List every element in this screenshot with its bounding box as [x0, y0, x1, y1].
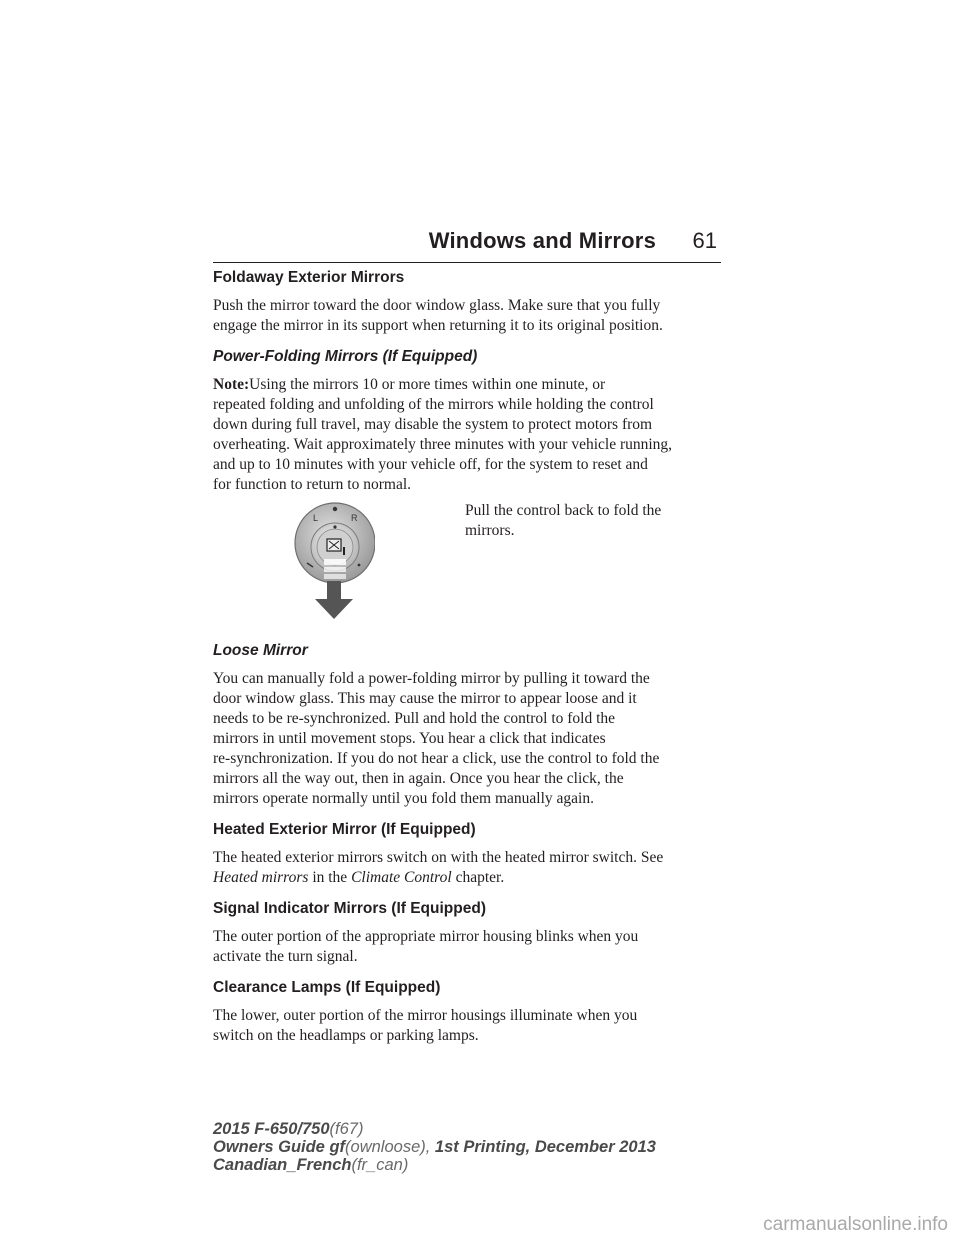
heading-signal-indicator: Signal Indicator Mirrors (If Equipped): [213, 900, 486, 917]
note-paragraph: Note:Using the mirrors 10 or more times within one minute, or repeated folding and unfolding of the mirrors while holding the control down during full travel, may disable the system to protect motors from overheating. Wait approximately three minutes with your vehicle running, and up to 10 minutes with your vehicle off, for the system to reset and for function to return to normal.: [213, 376, 673, 493]
chapter-title: Windows and Mirrors: [428, 228, 656, 253]
right-label: R: [351, 513, 358, 523]
heading-loose-mirror: Loose Mirror: [213, 642, 308, 659]
note-label: Note:: [213, 376, 250, 393]
heading-power-folding: Power-Folding Mirrors (If Equipped): [213, 348, 478, 365]
footer-guide-code: (ownloose),: [345, 1138, 431, 1156]
footer-model: 2015 F-650/750: [213, 1120, 330, 1138]
heading-foldaway: Foldaway Exterior Mirrors: [213, 269, 405, 286]
footer-printing: 1st Printing, December 2013: [430, 1138, 656, 1156]
heading-clearance-lamps: Clearance Lamps (If Equipped): [213, 979, 441, 996]
page-header: [213, 228, 721, 263]
left-label: L: [313, 513, 319, 523]
ref-climate-control: Climate Control: [351, 869, 452, 886]
paragraph-clearance-lamps: The lower, outer portion of the mirror housings illuminate when you switch on the headlamps or parking lamps.: [213, 1007, 638, 1044]
footer-language-code: (fr_can): [351, 1156, 409, 1174]
footer-language: Canadian_French: [213, 1156, 352, 1174]
paragraph-signal-indicator: The outer portion of the appropriate mirror housing blinks when you activate the turn signal.: [213, 928, 639, 965]
mirror-control-illustration: [293, 501, 375, 633]
ref-heated-mirrors: Heated mirrors: [213, 869, 309, 886]
figure-caption: Pull the control back to fold the mirrors.: [465, 502, 662, 539]
page-content: [213, 268, 723, 1046]
paragraph-heated-mirror: The heated exterior mirrors switch on with the heated mirror switch. See Heated mirrors in the Climate Control chapter.: [213, 849, 664, 886]
paragraph-foldaway: Push the mirror toward the door window glass. Make sure that you fully engage the mirror in its support when returning it to its original position.: [213, 297, 663, 334]
heading-heated-mirror: Heated Exterior Mirror (If Equipped): [213, 821, 476, 838]
page-footer: [213, 1120, 656, 1174]
footer-guide: Owners Guide gf: [213, 1138, 346, 1156]
page-number: 61: [692, 228, 717, 253]
watermark: carmanualsonline.info: [763, 1214, 948, 1235]
footer-model-code: (f67): [329, 1120, 364, 1138]
paragraph-loose-mirror: You can manually fold a power-folding mirror by pulling it toward the door window glass. This may cause the mirror to appear loose and it needs to be re-synchronized. Pull and hold the control to fold the mirrors in until movement stops. You hear a click that indicates re-synchronization. If you do not hear a click, use the control to fold the mirrors all the way out, then in again. Once you hear the click, the mirrors operate normally until you fold them manually again.: [213, 670, 660, 807]
down-arrow-icon: [327, 581, 341, 599]
figure-row: [213, 501, 723, 641]
